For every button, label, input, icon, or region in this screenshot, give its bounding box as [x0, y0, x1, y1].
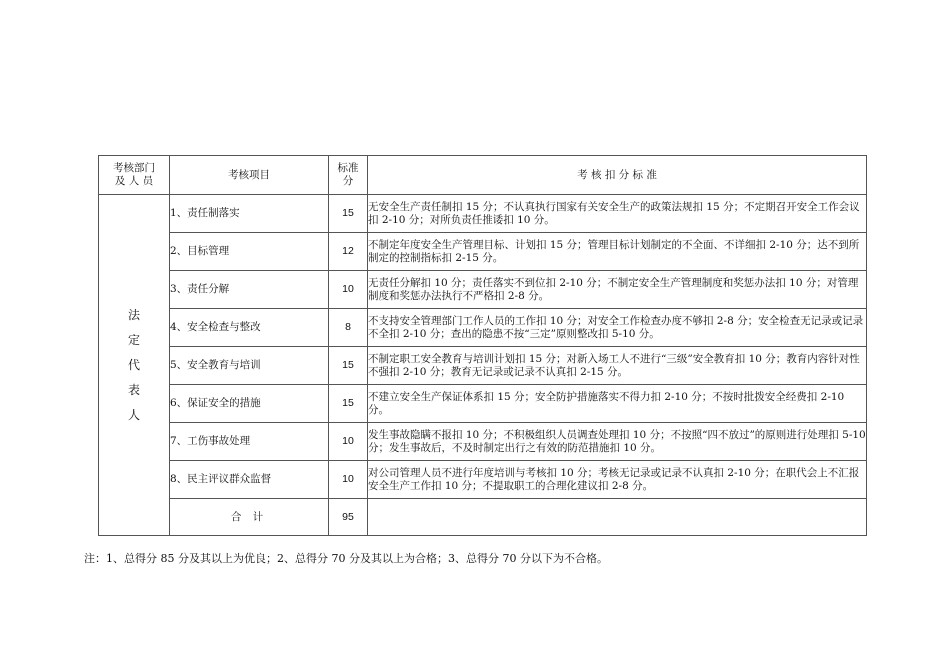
header-item: 考核项目	[170, 156, 329, 195]
table-row	[99, 233, 867, 271]
score-cell: 10	[329, 423, 368, 461]
header-score	[329, 156, 368, 195]
item-cell: 3、责任分解	[170, 271, 329, 309]
criteria-cell: 发生事故隐瞒不报扣 10 分；不积极组织人员调查处理扣 10 分；不按照“四不放过”的原则进行处理扣 5-10 分；发生事故后，不及时制定出行之有效的防范措施扣 10 分。	[368, 423, 867, 461]
item-cell: 1、责任制落实	[170, 195, 329, 233]
score-cell: 10	[329, 461, 368, 499]
criteria-cell: 对公司管理人员不进行年度培训与考核扣 10 分；考核无记录或记录不认真扣 2-10 分；在职代会上不汇报安全生产工作扣 10 分；不提取职工的合理化建议扣 2-8 分。	[368, 461, 867, 499]
item-cell: 5、安全教育与培训	[170, 347, 329, 385]
item-cell: 7、工伤事故处理	[170, 423, 329, 461]
header-criteria: 考 核 扣 分 标 准	[368, 156, 867, 195]
footnote: 注：1、总得分 85 分及其以上为优良；2、总得分 70 分及其以上为合格；3、总得分 70 分以下为不合格。	[84, 552, 608, 565]
score-cell: 12	[329, 233, 368, 271]
dept-label-char: 法	[127, 307, 140, 322]
criteria-cell: 不支持安全管理部门工作人员的工作扣 10 分；对安全工作检查办度不够扣 2-8 分；安全检查无记录或记录不全扣 2-10 分；查出的隐患不按“三定”原则整改扣 5-10 分。	[368, 309, 867, 347]
table-row	[99, 271, 867, 309]
total-score: 95	[329, 499, 368, 536]
header-score-label: 标准 分	[337, 162, 359, 187]
assessment-table	[98, 155, 867, 536]
item-cell: 2、目标管理	[170, 233, 329, 271]
total-row	[99, 499, 867, 536]
table-header-row	[99, 156, 867, 195]
criteria-cell: 无安全生产责任制扣 15 分；不认真执行国家有关安全生产的政策法规扣 15 分；不定期召开安全工作会议扣 2-10 分；对所负责任推诿扣 10 分。	[368, 195, 867, 233]
score-cell: 15	[329, 347, 368, 385]
table-row	[99, 309, 867, 347]
criteria-cell: 不制定职工安全教育与培训计划扣 15 分；对新入场工人不进行“三级”安全教育扣 10 分；教育内容针对性不强扣 2-10 分；教育无记录或记录不认真扣 2-15 分。	[368, 347, 867, 385]
criteria-cell: 无责任分解扣 10 分；责任落实不到位扣 2-10 分；不制定安全生产管理制度和奖惩办法扣 10 分；对管理制度和奖惩办法执行不严格扣 2-8 分。	[368, 271, 867, 309]
table-row	[99, 347, 867, 385]
criteria-cell: 不建立安全生产保证体系扣 15 分；安全防护措施落实不得力扣 2-10 分；不按时批拨安全经费扣 2-10 分。	[368, 385, 867, 423]
dept-label-char: 表	[127, 382, 140, 397]
item-cell: 8、民主评议群众监督	[170, 461, 329, 499]
total-criteria	[368, 499, 867, 536]
item-cell: 4、安全检查与整改	[170, 309, 329, 347]
dept-label-char: 人	[127, 407, 140, 422]
table-row	[99, 385, 867, 423]
dept-label-char: 代	[127, 357, 140, 372]
item-cell: 6、保证安全的措施	[170, 385, 329, 423]
table-row	[99, 461, 867, 499]
score-cell: 15	[329, 195, 368, 233]
score-cell: 10	[329, 271, 368, 309]
dept-cell	[99, 195, 170, 536]
header-dept	[99, 156, 170, 195]
criteria-cell: 不制定年度安全生产管理目标、计划扣 15 分；管理目标计划制定的不全面、不详细扣 2-10 分；达不到所制定的控制指标扣 2-15 分。	[368, 233, 867, 271]
total-label: 合 计	[170, 499, 329, 536]
score-cell: 8	[329, 309, 368, 347]
dept-label-char: 定	[127, 332, 140, 347]
dept-vertical-label	[128, 309, 140, 422]
table-row	[99, 195, 867, 233]
score-cell: 15	[329, 385, 368, 423]
header-dept-label: 考核部门 及 人 员	[113, 162, 155, 187]
table-row	[99, 423, 867, 461]
